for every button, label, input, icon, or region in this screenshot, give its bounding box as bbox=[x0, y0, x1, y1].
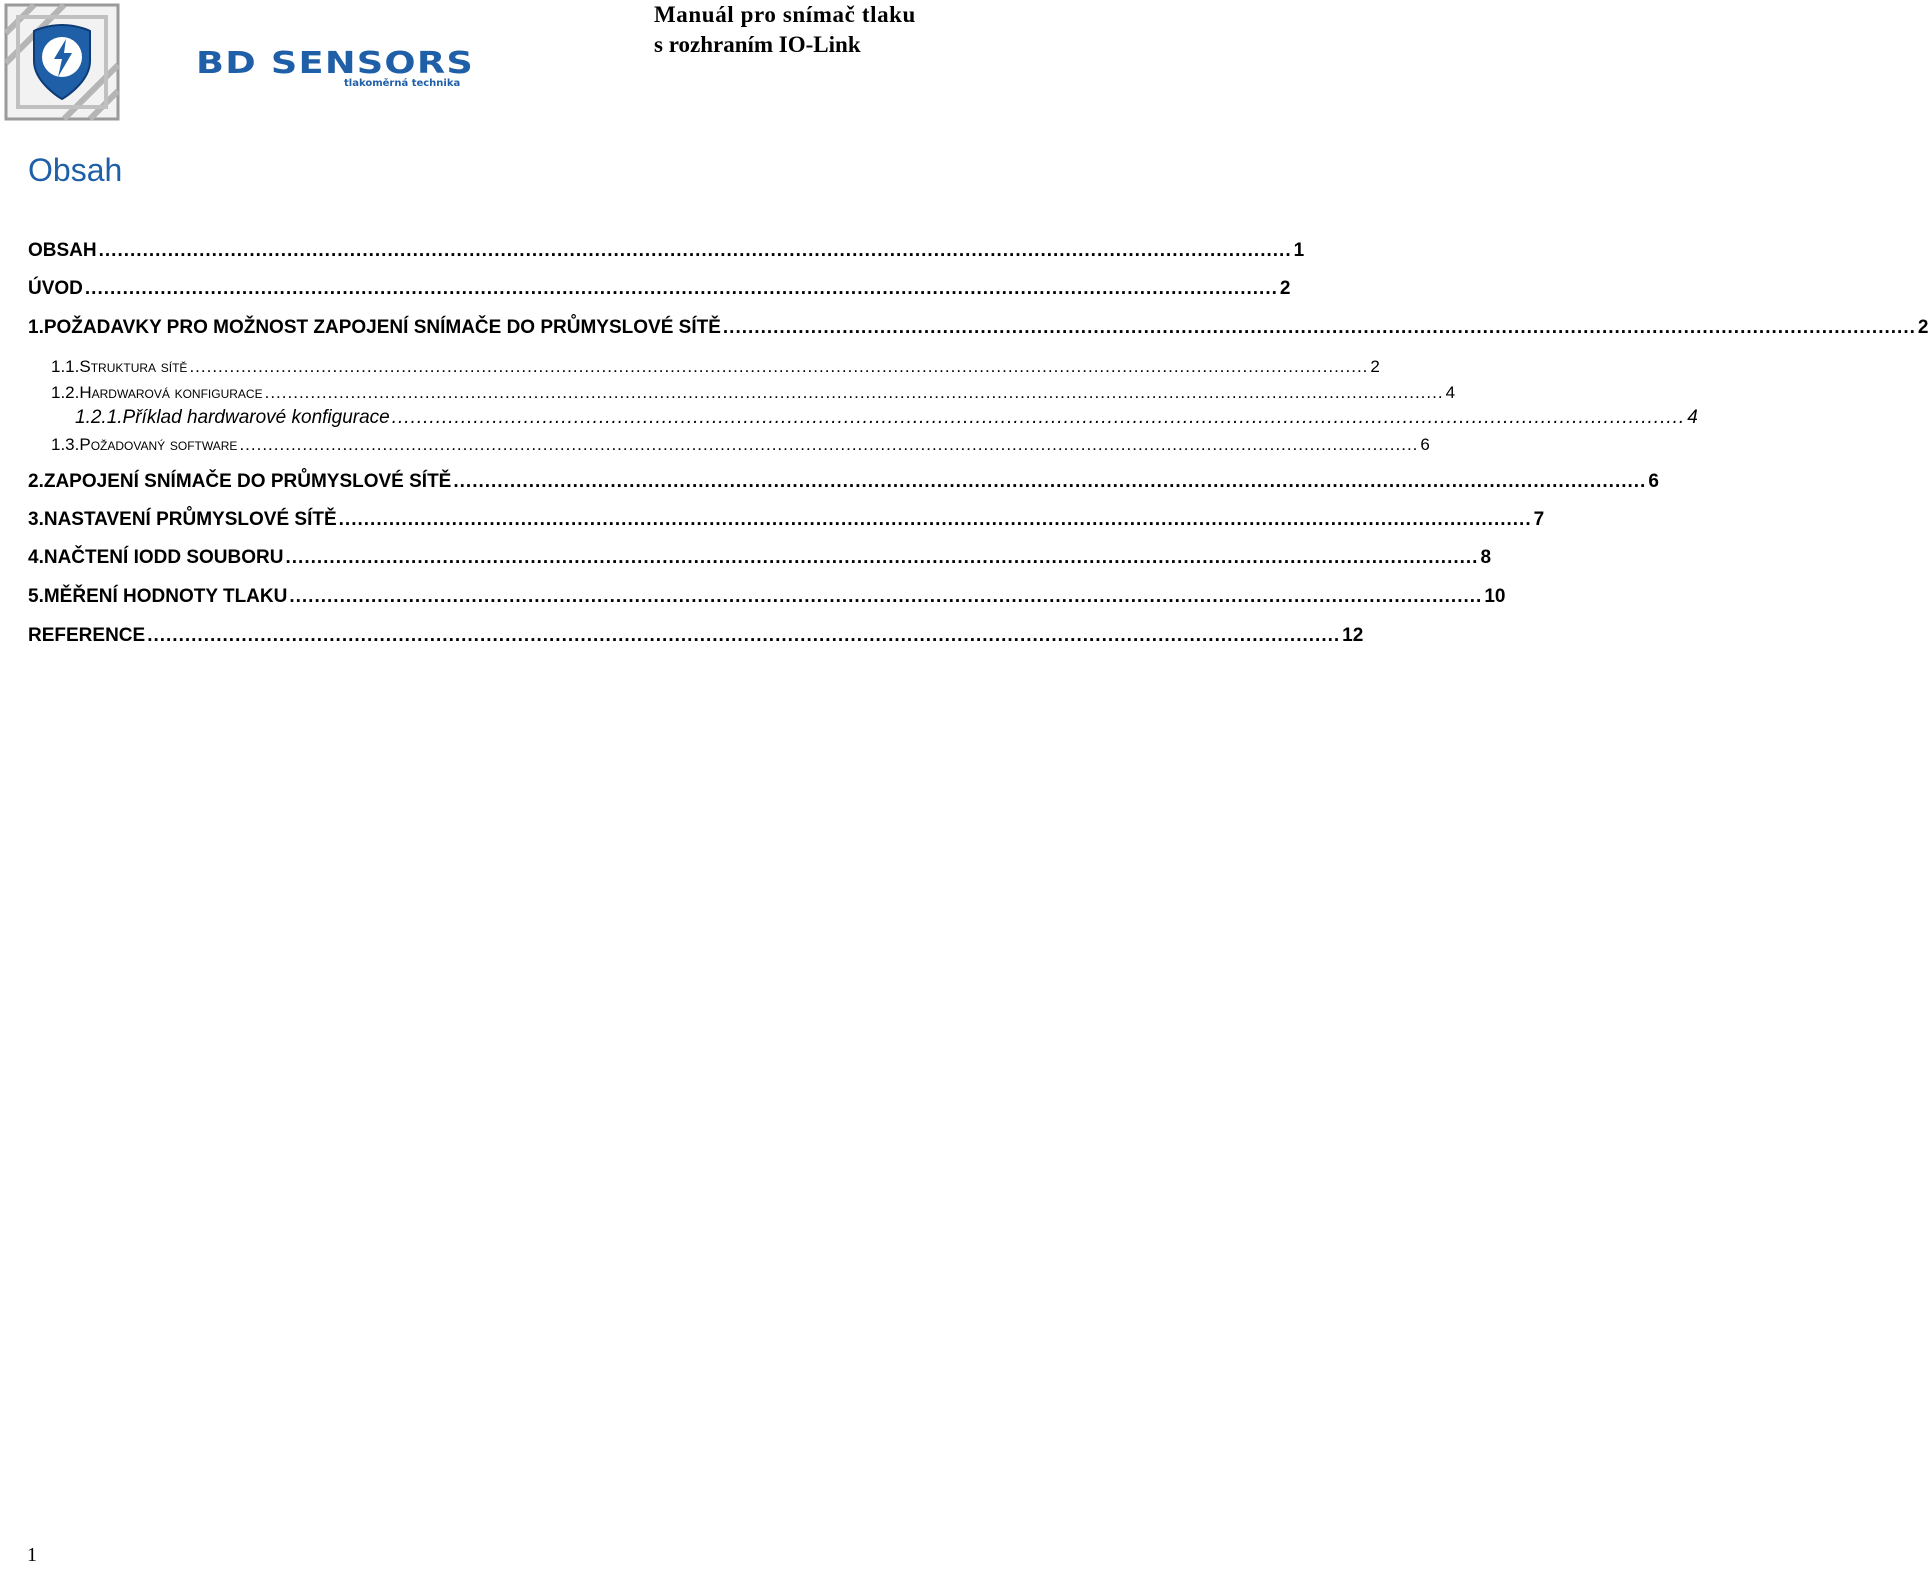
svg-text:tlakoměrná technika bbox=[344, 77, 460, 89]
toc-entry-label: ZAPOJENÍ SNÍMAČE DO PRŮMYSLOVÉ SÍTĚ bbox=[43, 471, 452, 492]
toc-entry-label: REFERENCE bbox=[28, 625, 146, 646]
toc-leader: .............................................................................................................................................................................................................. bbox=[391, 407, 1686, 428]
toc-entry-section-1-2-1[interactable] bbox=[28, 407, 1698, 429]
toc-entry-number: 1. bbox=[28, 317, 44, 338]
page-number: 1 bbox=[27, 1544, 37, 1566]
toc-entry-page: 8 bbox=[1480, 547, 1492, 568]
toc-leader: .............................................................................................................................................................................................. bbox=[722, 317, 1916, 338]
university-crest-logo bbox=[4, 3, 120, 121]
toc-leader: .............................................................................................................................................................................................. bbox=[285, 547, 1479, 568]
toc-entry-label: Struktura sítě bbox=[79, 357, 188, 376]
toc-entry-page: 2 bbox=[1917, 317, 1928, 338]
bd-sensors-logo bbox=[196, 46, 476, 92]
svg-text:BD SENSORS bbox=[196, 46, 474, 81]
toc-entry-page: 4 bbox=[1687, 407, 1698, 428]
document-title bbox=[654, 0, 950, 60]
toc-entry-label: NAČTENÍ IODD SOUBORU bbox=[43, 547, 284, 568]
toc-entry-chapter-2[interactable] bbox=[28, 471, 1659, 493]
toc-entry-chapter-4[interactable] bbox=[28, 547, 1492, 569]
toc-entry-obsah[interactable] bbox=[28, 240, 1305, 262]
bd-sensors-logo-icon bbox=[196, 46, 476, 92]
toc-entry-number: 4. bbox=[28, 547, 44, 568]
toc-entry-page: 12 bbox=[1342, 625, 1364, 646]
toc-leader: .............................................................................................................................................................................................. bbox=[338, 509, 1532, 530]
toc-entry-number: 3. bbox=[28, 509, 44, 530]
toc-entry-reference[interactable] bbox=[28, 625, 1364, 647]
toc-entry-chapter-3[interactable] bbox=[28, 509, 1545, 531]
toc-leader: .............................................................................................................................................................................................. bbox=[289, 586, 1483, 607]
toc-entry-section-1-2[interactable] bbox=[28, 383, 1456, 403]
toc-entry-page: 4 bbox=[1445, 383, 1456, 402]
toc-entry-label: MĚŘENÍ HODNOTY TLAKU bbox=[43, 586, 288, 607]
toc-entry-number: 1.3. bbox=[51, 435, 80, 454]
toc-leader: .............................................................................................................................................................................................. bbox=[453, 471, 1647, 492]
toc-entry-page: 10 bbox=[1484, 586, 1506, 607]
toc-entry-section-1-3[interactable] bbox=[28, 435, 1430, 455]
toc-leader: .............................................................................................................................................................................................................. bbox=[239, 435, 1419, 454]
toc-heading: Obsah bbox=[28, 152, 123, 188]
toc-entry-page: 2 bbox=[1279, 278, 1291, 299]
toc-entry-label: Požadovaný software bbox=[79, 435, 238, 454]
university-crest-icon bbox=[4, 3, 120, 121]
toc-entry-label: ÚVOD bbox=[28, 278, 83, 299]
toc-entry-page: 2 bbox=[1370, 357, 1380, 376]
toc-entry-page: 7 bbox=[1533, 509, 1545, 530]
toc-leader: .............................................................................................................................................................................................. bbox=[147, 625, 1341, 646]
toc-entry-label: Příklad hardwarové konfigurace bbox=[122, 407, 390, 428]
toc-entry-chapter-5[interactable] bbox=[28, 586, 1506, 608]
toc-entry-page: 1 bbox=[1293, 240, 1305, 261]
document-title-line2: s rozhraním IO-Link bbox=[654, 32, 861, 57]
toc-entry-section-1-1[interactable] bbox=[28, 357, 1380, 377]
toc-entry-number: 2. bbox=[28, 471, 44, 492]
toc-entry-page: 6 bbox=[1648, 471, 1659, 492]
toc-entry-number: 5. bbox=[28, 586, 44, 607]
document-title-line1: Manuál pro snímač tlaku bbox=[654, 2, 916, 27]
brand-name: BD SENSORS bbox=[196, 46, 474, 81]
toc-leader: .............................................................................................................................................................................................................. bbox=[189, 357, 1369, 376]
toc-leader: .............................................................................................................................................................................................. bbox=[84, 278, 1278, 299]
toc-leader: .............................................................................................................................................................................................................. bbox=[264, 383, 1444, 402]
toc-entry-chapter-1[interactable] bbox=[28, 317, 1928, 339]
toc-entry-number: 1.2. bbox=[51, 383, 80, 402]
toc-entry-page: 6 bbox=[1420, 435, 1430, 454]
toc-entry-number: 1.2.1. bbox=[75, 407, 123, 428]
toc-entry-label: OBSAH bbox=[28, 240, 97, 261]
toc-entry-label: NASTAVENÍ PRŮMYSLOVÉ SÍTĚ bbox=[43, 509, 337, 530]
brand-tagline: tlakoměrná technika bbox=[344, 78, 461, 89]
toc-entry-number: 1.1. bbox=[51, 357, 80, 376]
toc-entry-label: Hardwarová konfigurace bbox=[79, 383, 263, 402]
toc-entry-uvod[interactable] bbox=[28, 278, 1291, 300]
toc-entry-label: POŽADAVKY PRO MOŽNOST ZAPOJENÍ SNÍMAČE DO PRŮMYSLOVÉ SÍTĚ bbox=[43, 317, 721, 338]
toc-leader: .............................................................................................................................................................................................. bbox=[98, 240, 1292, 261]
